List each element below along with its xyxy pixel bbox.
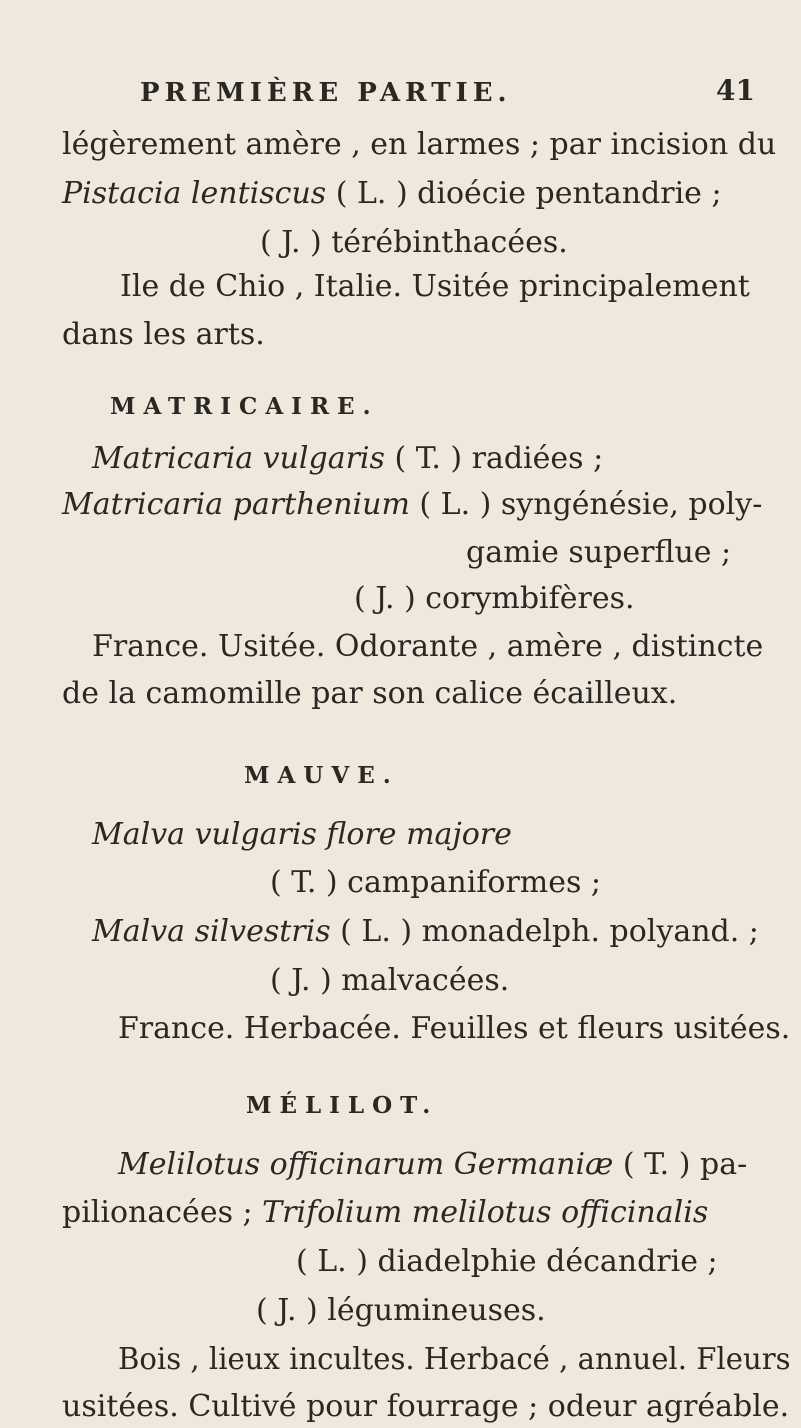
text-line: France. Usitée. Odorante , amère , distincte — [92, 629, 764, 664]
text-line — [62, 177, 722, 211]
text-line: pilionacées ; Trifolium melilotus officinalis — [62, 1195, 709, 1230]
text-line: Bois , lieux incultes. Herbacé , annuel. Fleurs — [118, 1342, 791, 1377]
text-line: ( J. ) légumineuses. — [256, 1293, 546, 1328]
classification: ( L. ) dioécie pentandrie ; — [326, 176, 722, 211]
latin-name: Trifolium melilotus officinalis — [262, 1195, 709, 1230]
text-line: Matricaria parthenium ( L. ) syngénésie, poly- — [62, 487, 763, 522]
text-line: ( L. ) diadelphie décandrie ; — [296, 1244, 718, 1279]
latin-name: Malva vulgaris flore majore — [92, 817, 512, 852]
page-number: 41 — [716, 74, 755, 107]
text-line: de la camomille par son calice écailleux. — [62, 676, 678, 711]
text-line: dans les arts. — [62, 317, 265, 352]
text-line: ( T. ) campaniformes ; — [270, 865, 602, 900]
latin-name: Matricaria parthenium — [62, 487, 410, 522]
latin-name: Pistacia lentiscus — [62, 176, 327, 211]
text-line: ( J. ) térébinthacées. — [260, 225, 568, 260]
running-title: PREMIÈRE PARTIE. — [140, 78, 512, 108]
text-line: ( J. ) malvacées. — [270, 963, 510, 998]
text-line: Melilotus officinarum Germaniæ ( T. ) pa- — [118, 1147, 748, 1182]
text-line: Malva silvestris ( L. ) monadelph. polyand. ; — [92, 914, 759, 949]
entry-heading: MAUVE. — [244, 762, 399, 789]
text-line: Matricaria vulgaris ( T. ) radiées ; — [92, 441, 604, 476]
text-line: ( J. ) corymbifères. — [354, 581, 635, 616]
entry-heading: MATRICAIRE. — [110, 393, 379, 420]
text-line: Ile de Chio , Italie. Usitée principalement — [120, 269, 750, 304]
text-line: gamie superflue ; — [466, 535, 732, 570]
latin-name: Matricaria vulgaris — [92, 441, 385, 476]
entry-heading: MÉLILOT. — [246, 1092, 439, 1119]
latin-name: Melilotus officinarum Germaniæ — [118, 1147, 614, 1182]
text-line: France. Herbacée. Feuilles et fleurs usitées. — [118, 1011, 791, 1046]
latin-name: Malva silvestris — [92, 914, 331, 949]
text-line: légèrement amère , en larmes ; par incision du — [62, 127, 777, 162]
text-line: usitées. Cultivé pour fourrage ; odeur agréable. — [62, 1389, 790, 1424]
